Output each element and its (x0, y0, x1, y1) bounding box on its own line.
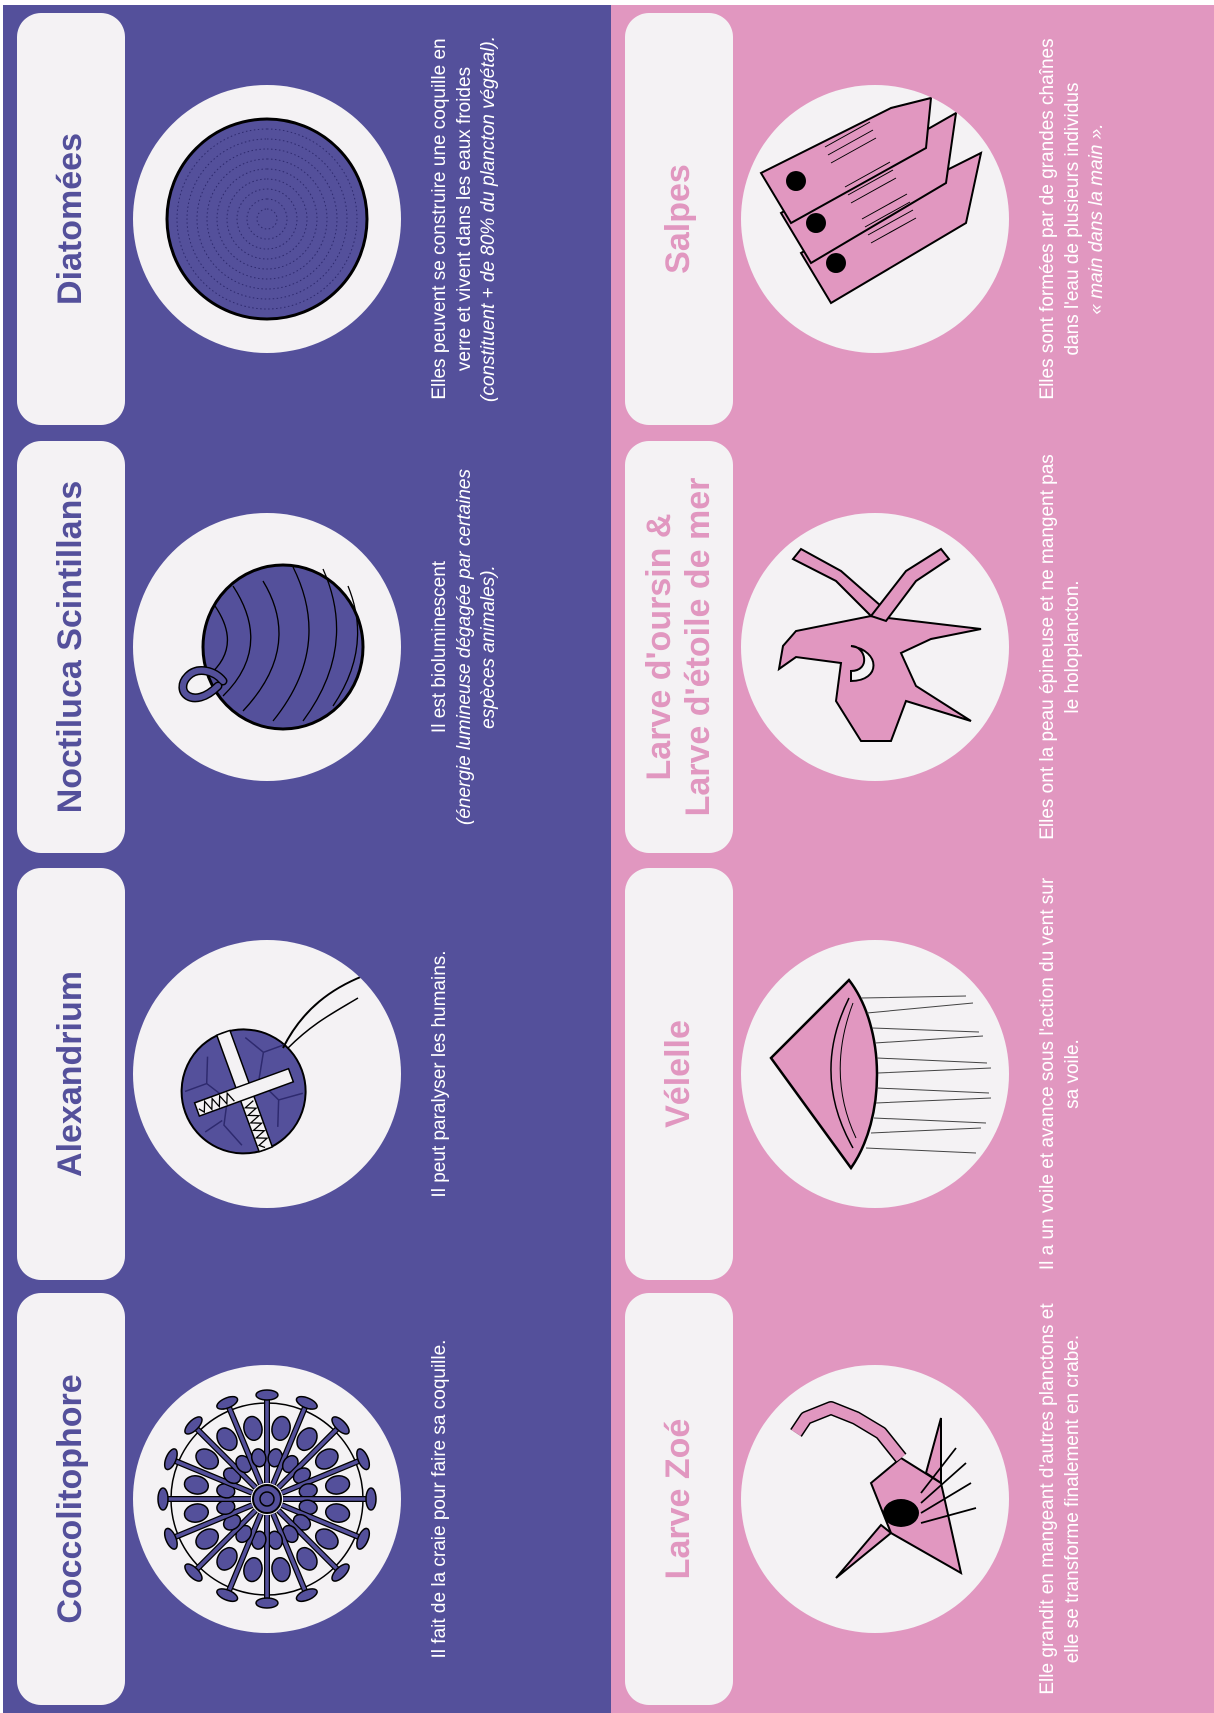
card-title: Coccolitophore (17, 1293, 125, 1705)
velelle-icon (741, 940, 1009, 1208)
card-description: Elles sont formées par de grandes chaînes dans l'eau de plusieurs individus « main dans la main ». (1037, 38, 1108, 400)
diatom-icon (133, 85, 401, 353)
card-noctiluca (3, 433, 611, 861)
alexandrium-illustration (133, 940, 401, 1208)
noctiluca-illustration (133, 513, 401, 781)
card-title: Larve Zoé (625, 1293, 733, 1705)
card-diatomees (3, 5, 611, 433)
larve-zoe-illustration (741, 1365, 1009, 1633)
card-description: Il peut paralyser les humains. (429, 950, 450, 1198)
salpes-illustration (741, 85, 1009, 353)
card-description: Elles ont la peau épineuse et ne mangent pas le holoplancton. (1037, 454, 1083, 840)
alexandrium-icon (133, 940, 401, 1208)
card-larve-zoe (611, 1285, 1214, 1713)
card-velelle (611, 860, 1214, 1288)
card-title: Diatomées (17, 13, 125, 425)
card-title: Noctiluca Scintillans (17, 441, 125, 853)
noctiluca-icon (133, 513, 401, 781)
card-salpes (611, 5, 1214, 433)
card-description: Il fait de la craie pour faire sa coquille. (429, 1339, 450, 1659)
card-coccolitophore (3, 1285, 611, 1713)
coccolitophore-icon (133, 1365, 401, 1633)
coccolitophore-illustration (133, 1365, 401, 1633)
card-alexandrium (3, 860, 611, 1288)
zoe-larva-icon (741, 1365, 1009, 1633)
card-description: Elle grandit en mangeant d'autres planctons et elle se transforme finalement en crabe. (1037, 1303, 1083, 1695)
card-title: Alexandrium (17, 868, 125, 1280)
larve-oursin-illustration (741, 513, 1009, 781)
card-title: Vélelle (625, 868, 733, 1280)
card-title: Larve d'oursin & Larve d'étoile de mer (625, 441, 733, 853)
card-description: Elles peuvent se construire une coquille en verre et vivent dans les eaux froides (constituent + de 80% du plancton végétal). (429, 36, 500, 402)
diatomees-illustration (133, 85, 401, 353)
card-description: Il est bioluminescent (énergie lumineuse dégagée par certaines espèces animales). (429, 469, 500, 825)
card-description: Il a un voile et avance sous l'action du vent sur sa voile. (1037, 877, 1083, 1271)
card-title: Salpes (625, 13, 733, 425)
card-larve-oursin (611, 433, 1214, 861)
velelle-illustration (741, 940, 1009, 1208)
sea-urchin-larva-icon (741, 513, 1009, 781)
salp-chain-icon (741, 85, 1009, 353)
